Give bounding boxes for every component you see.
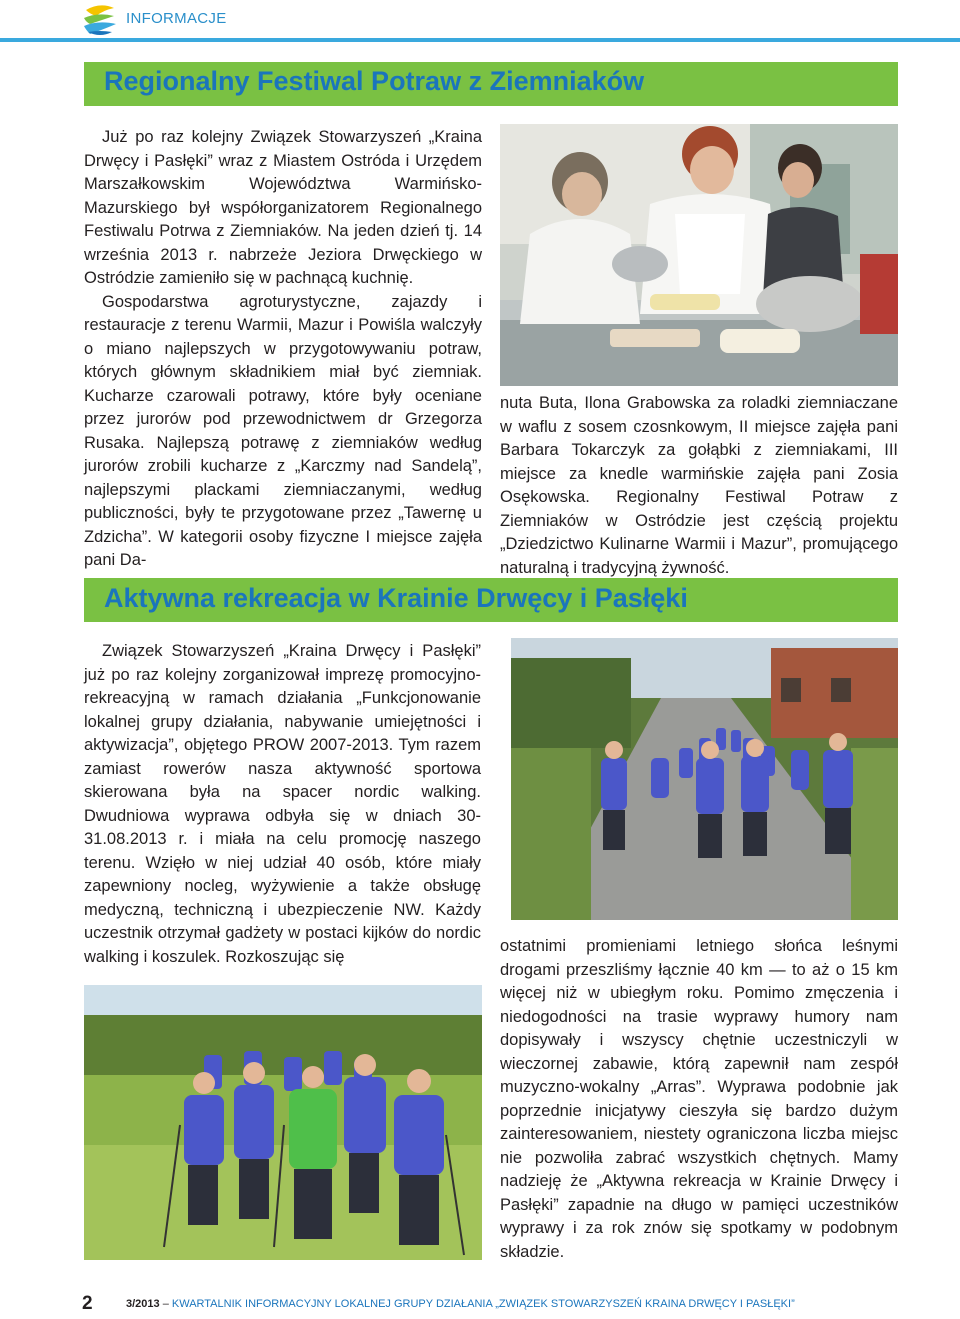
article-title: Aktywna rekreacja w Krainie Drwęcy i Pasłęki bbox=[104, 583, 688, 613]
nordic-walking-road-photo bbox=[511, 638, 898, 920]
nordic-walking-meadow-photo bbox=[84, 985, 482, 1260]
paragraph: nuta Buta, Ilona Grabowska za roladki ziemniaczane w waflu z sosem czosnkowym, II miejsce zajęła pani Barbara Tokarczyk za gołąbki z ziemniakami, III miejsce za knedle warmińskie zajęła pani Zosia Osękowska. Regionalny Festiwal Potraw z Ziemniaków w Ostródzie jest częścią projektu „Dziedzictwo Kulinarne Warmii i Mazur”, promującego naturalną i tradycyjną żywność. bbox=[500, 394, 898, 577]
issue-number: 3/2013 bbox=[126, 1298, 160, 1310]
page-number: 2 bbox=[82, 1293, 93, 1314]
paragraph: Już po raz kolejny Związek Stowarzyszeń „Kraina Drwęcy i Pasłęki” wraz z Miastem Ostróda i Urzędem Marszałkowskim Województwa Warmińsko-Mazurskiego był współorganizatorem Regionalnego Festiwalu Potrwa z Ziemniaków. Na jeden dzień tj. 14 września 2013 r. nabrzeże Jeziora Drwęckiego w Ostródzie zamieniło się w pachnącą kuchnię. bbox=[84, 128, 482, 287]
article-column bbox=[84, 126, 482, 573]
footer-dash: – bbox=[159, 1298, 172, 1310]
article-column bbox=[500, 935, 898, 1264]
publication-name: KWARTALNIK INFORMACYJNY LOKALNEJ GRUPY DZIAŁANIA „ZWIĄZEK STOWARZYSZEŃ KRAINA DRWĘCY I PASŁĘKI” bbox=[171, 1298, 795, 1310]
cooking-photo bbox=[500, 124, 898, 386]
article-title: Regionalny Festiwal Potraw z Ziemniaków bbox=[104, 66, 645, 96]
article-column bbox=[84, 640, 481, 969]
paragraph: ostatnimi promieniami letniego słońca leśnymi drogami przeszliśmy łącznie 40 km — to aż o 15 km więcej niż w ubiegłym roku. Pomimo zmęczenia i niedogodności na trasie wyprawy humory nam dopisywały i wszyscy chętnie uczestniczyli w wieczornej zabawie, którą zapewnił nam zespół muzyczno-wokalny „Arras”. Wyprawa podobnie jak poprzednie inicjatywy cieszyła się bardzo dużym zainteresowaniem, niestety ograniczona liczba miejsc nie pozwoliła zabrać wszystkich chętnych. Mamy nadzieję że „Aktywna rekreacja w Krainie Drwęcy i Pasłęki” zapadnie na długo w pamięci uczestników wyprawy i za rok znów się spotkamy w podobnym składzie. bbox=[500, 937, 898, 1261]
paragraph: Gospodarstwa agroturystyczne, zajazdy i restauracje z terenu Warmii, Mazur i Powiśla walczyły o miano najlepszych w przygotowywaniu potraw, których głównym składnikiem miał być ziemniak. Kucharze czarowali potrawy, które były oceniane przez jurorów pod przewodnictwem dr Grzegorza Rusaka. Najlepszą potrawę z ziemniaków według jurorów zrobili kucharze z „Karczmy nad Sandelą”, najlepszymi plackami ziemniaczanymi, według publiczności, były te przygotowane przez „Tawernę u Zdzicha”. W kategorii osoby fizyczne I miejsce zajęła pani Da- bbox=[84, 292, 482, 569]
footer-line bbox=[126, 1298, 795, 1310]
section-label: INFORMACJE bbox=[126, 10, 227, 27]
paragraph: Związek Stowarzyszeń „Kraina Drwęcy i Pasłęki” już po raz kolejny zorganizował imprezę promocyjno-rekreacyjną w ramach działania „Funkcjonowanie lokalnej grupy działania, nabywanie umiejętności i aktywizacja”, objętego PROW 2007-2013. Tym razem zamiast rowerów nasza aktywność sportowa skierowana była na spacer nordic walking. Dwudniowa wyprawa odbyła się w dniach 30-31.08.2013 r. i miała na celu promocję naszego terenu. Wzięło w niej udział 40 osób, które miały zapewniony nocleg, wyżywienie a także obsługę medyczną, techniczną i ubezpieczenie NW. Każdy uczestnik otrzymał gadżety w postaci kijków do nordic walking i koszulek. Rozkoszując się bbox=[84, 642, 481, 966]
article-column bbox=[500, 392, 898, 580]
header-rule bbox=[0, 38, 960, 42]
region-logo-icon bbox=[80, 2, 120, 40]
